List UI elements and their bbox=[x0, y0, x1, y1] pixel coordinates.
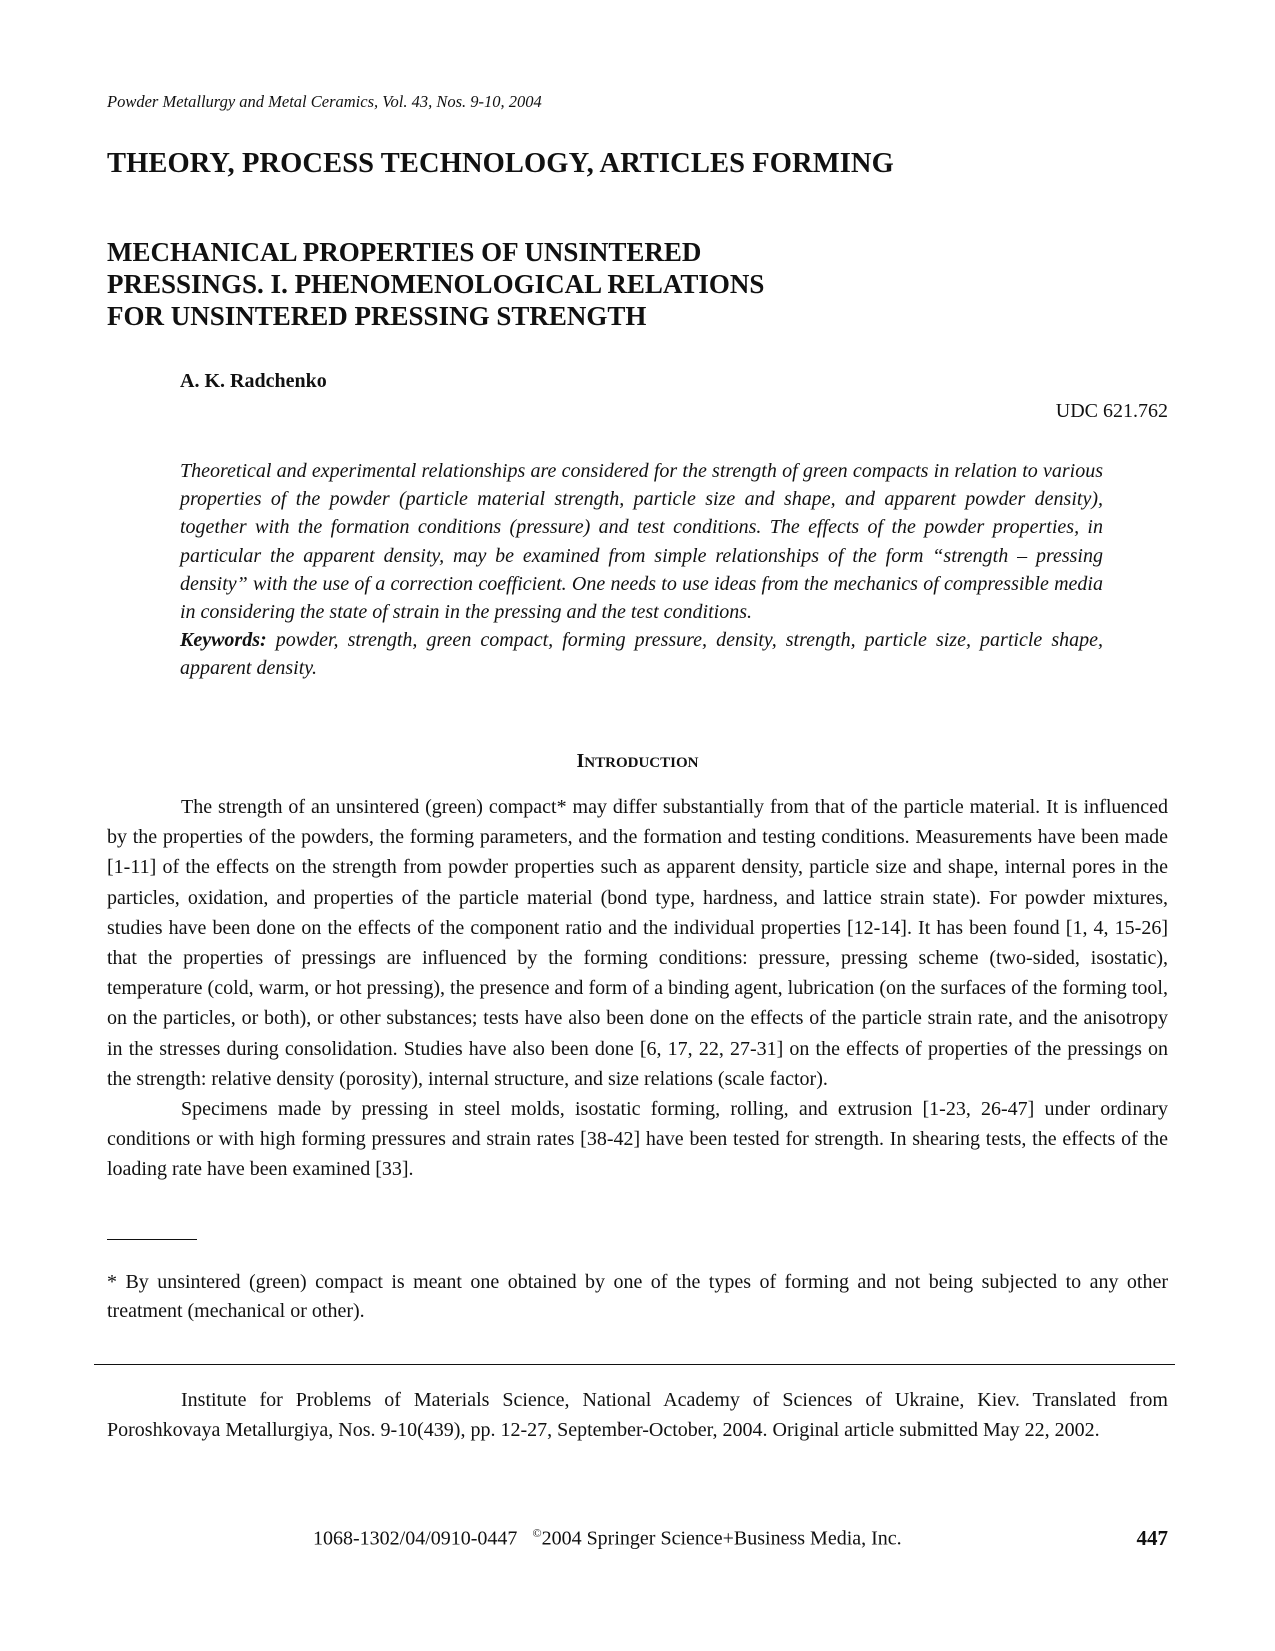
udc-code: UDC 621.762 bbox=[1055, 400, 1168, 422]
footnote-divider bbox=[107, 1239, 197, 1240]
issn-code: 1068-1302/04/0910-0447 bbox=[313, 1527, 518, 1550]
paragraph: The strength of an unsintered (green) compact* may differ substantially from that of the particle material. It is influenced by the properties of the powders, the forming parameters, and the formation and testing conditions. Measurements have been made [1-11] of the effects on the strength from powder properties such as apparent density, particle size and shape, internal pores in the particles, oxidation, and properties of the particle material (bond type, hardness, and lattice strain state). For powder mixtures, studies have been done on the effects of the component ratio and the individual properties [12-14]. It has been found [1, 4, 15-26] that the properties of pressings are influenced by the forming conditions: pressure, pressing scheme (two-sided, isostatic), temperature (cold, warm, or hot pressing), the presence and form of a binding agent, lubrication (on the surfaces of the forming tool, on the particles, or both), or other substances; tests have also been done on the effects of the particle strain rate, and the anisotropy in the stresses during consolidation. Studies have also been done [6, 17, 22, 27-31] on the effects of properties of the pressings on the strength: relative density (porosity), internal structure, and size relations (scale factor). bbox=[107, 796, 1168, 1090]
footnote bbox=[107, 1268, 1168, 1326]
page-number: 447 bbox=[1136, 1526, 1168, 1550]
abstract-text: Theoretical and experimental relationships are considered for the strength of green compacts in relation to various properties of the powder (particle material strength, particle size and shape, and apparent powder density), together with the formation conditions (pressure) and test conditions. The effects of the powder properties, in particular the apparent density, may be examined from simple relationships of the form “strength – pressing density” with the use of a correction coefficient. One needs to use ideas from the mechanics of compressible media in considering the state of strain in the pressing and the test conditions. bbox=[180, 460, 1103, 624]
footer-copyright bbox=[313, 1526, 902, 1551]
article-title bbox=[107, 236, 764, 332]
introduction-heading bbox=[107, 750, 1168, 773]
paragraph: Specimens made by pressing in steel molds, isostatic forming, rolling, and extrusion [1-23, 26-47] under ordinary conditions or with high forming pressures and strain rates [38-42] have been tested for strength. In shearing tests, the effects of the loading rate have been examined [33]. bbox=[107, 1098, 1168, 1181]
article-title-line: MECHANICAL PROPERTIES OF UNSINTERED bbox=[107, 237, 702, 267]
affiliation bbox=[107, 1385, 1168, 1445]
section-title: THEORY, PROCESS TECHNOLOGY, ARTICLES FORMING bbox=[107, 148, 894, 179]
page-divider bbox=[94, 1364, 1175, 1365]
heading-initial: I bbox=[576, 750, 585, 772]
keywords-label: Keywords: bbox=[180, 629, 267, 652]
article-title-line: PRESSINGS. I. PHENOMENOLOGICAL RELATIONS bbox=[107, 269, 765, 299]
heading-rest: NTRODUCTION bbox=[584, 755, 699, 771]
keywords-list: powder, strength, green compact, forming pressure, density, strength, particle size, particle shape, apparent density. bbox=[180, 629, 1103, 680]
journal-citation: Powder Metallurgy and Metal Ceramics, Vol. 43, Nos. 9-10, 2004 bbox=[107, 92, 542, 111]
article-title-line: FOR UNSINTERED PRESSING STRENGTH bbox=[107, 301, 647, 331]
abstract bbox=[180, 457, 1103, 683]
affiliation-text: Institute for Problems of Materials Science, National Academy of Sciences of Ukraine, Kiev. Translated from Poroshkovaya Metallurgiya, Nos. 9-10(439), pp. 12-27, September-October, 2004. Original article submitted May 22, 2002. bbox=[107, 1389, 1168, 1441]
keywords bbox=[180, 626, 1103, 682]
introduction-body bbox=[107, 792, 1168, 1185]
author-name: A. K. Radchenko bbox=[180, 370, 327, 392]
footnote-text: * By unsintered (green) compact is meant one obtained by one of the types of forming and not being subjected to any other treatment (mechanical or other). bbox=[107, 1271, 1168, 1322]
copyright-text: 2004 Springer Science+Business Media, Inc. bbox=[541, 1527, 902, 1550]
copyright-symbol: © bbox=[532, 1526, 542, 1540]
